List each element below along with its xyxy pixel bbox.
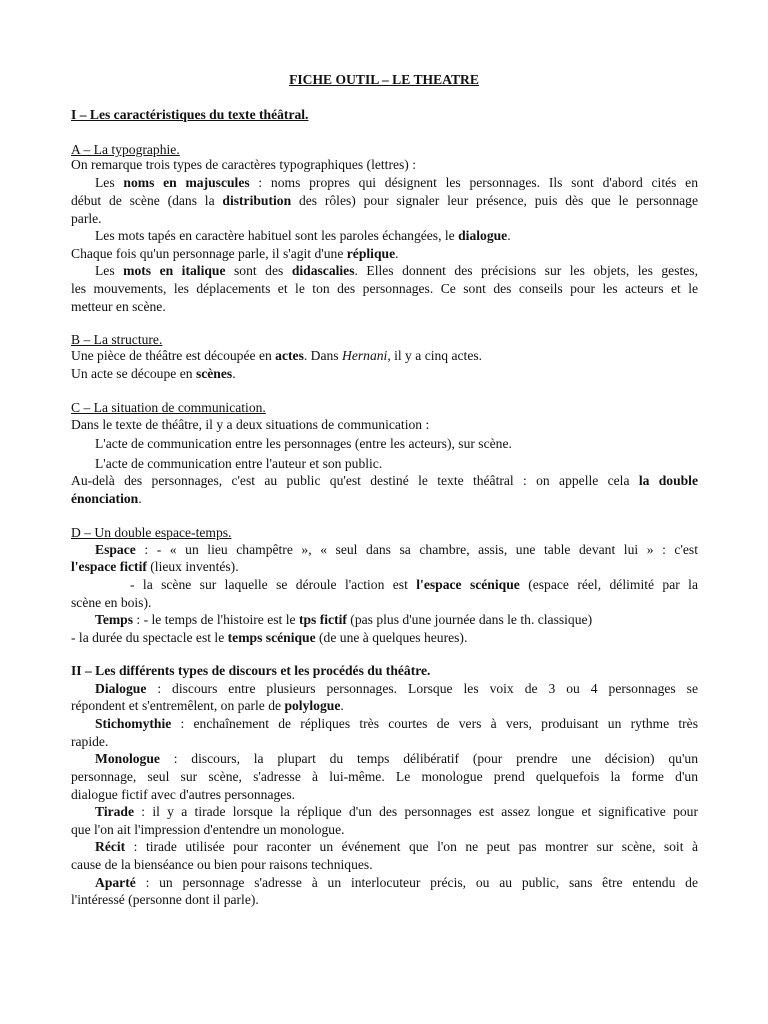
communication-line: Dans le texte de théâtre, il y a deux situations de communication : — [71, 417, 430, 432]
section-b-heading: B – La structure. — [71, 332, 163, 347]
document-title: FICHE OUTIL – LE THEATRE — [289, 72, 479, 87]
typo-line: metteur en scène. — [71, 299, 166, 314]
discours-line: Récit : tirade utilisée pour raconter un événement que l'on ne peut pas montrer sur scène, soit à — [95, 839, 698, 854]
section-a-intro: On remarque trois types de caractères typographiques (lettres) : — [71, 157, 416, 172]
discours-line: l'intéressé (personne dont il parle). — [71, 892, 259, 907]
discours-line: dialogue fictif avec d'autres personnages. — [71, 787, 296, 802]
discours-line: Monologue : discours, la plupart du temps délibératif (pour prendre une décision) qu'un — [95, 751, 698, 766]
communication-line: L'acte de communication entre l'auteur et son public. — [95, 456, 383, 471]
discours-line: répondent et s'entremêlent, on parle de polylogue. — [71, 698, 344, 713]
section-d-heading: D – Un double espace-temps. — [71, 525, 232, 540]
part2-heading: II – Les différents types de discours et les procédés du théâtre. — [71, 663, 431, 678]
typo-line: début de scène (dans la distribution des rôles) pour signaler leur présence, puis dès que le personnage — [71, 193, 699, 208]
typo-line: parle. — [71, 211, 102, 226]
typo-line: Les noms en majuscules : noms propres qui désignent les personnages. Ils sont d'abord cités en — [95, 175, 699, 190]
discours-line: Aparté : un personnage s'adresse à un interlocuteur précis, ou au public, sans être entendu de — [95, 875, 698, 890]
discours-line: Stichomythie : enchaînement de répliques très courtes de vers à vers, produisant un rythme très — [95, 716, 698, 731]
espace-temps-line: - la scène sur laquelle se déroule l'action est l'espace scénique (espace réel, délimité par la — [130, 577, 698, 592]
typo-line: Chaque fois qu'un personnage parle, il s'agit d'une réplique. — [71, 246, 399, 261]
discours-line: personnage, seul sur scène, s'adresse à lui-même. Le monologue prend quelquefois la forme d'un — [71, 769, 698, 784]
communication-line: L'acte de communication entre les personnages (entre les acteurs), sur scène. — [95, 436, 512, 451]
communication-line: énonciation. — [71, 491, 142, 506]
typo-line: les mouvements, les déplacements et le ton des personnages. Ce sont des conseils pour les acteurs et le — [71, 281, 698, 296]
espace-temps-line: - la durée du spectacle est le temps scénique (de une à quelques heures). — [71, 630, 468, 645]
section-a-heading: A – La typographie. — [71, 142, 180, 157]
espace-temps-line: Espace : - « un lieu champêtre », « seul dans sa chambre, assis, une table devant lui » : c'est — [95, 542, 698, 557]
typo-line: Les mots tapés en caractère habituel sont les paroles échangées, le dialogue. — [95, 228, 511, 243]
espace-temps-line: Temps : - le temps de l'histoire est le tps fictif (pas plus d'une journée dans le th. classique) — [95, 612, 593, 627]
espace-temps-line: scène en bois). — [71, 595, 152, 610]
part1-heading: I – Les caractéristiques du texte théâtral. — [71, 107, 309, 122]
structure-line: Une pièce de théâtre est découpée en actes. Dans Hernani, il y a cinq actes. — [71, 348, 483, 363]
discours-line: cause de la bienséance ou bien pour raisons techniques. — [71, 857, 373, 872]
discours-line: Dialogue : discours entre plusieurs personnages. Lorsque les voix de 3 ou 4 personnages se — [95, 681, 698, 696]
discours-line: Tirade : il y a tirade lorsque la réplique d'un des personnages est assez longue et significative pour — [95, 804, 698, 819]
espace-temps-line: l'espace fictif (lieux inventés). — [71, 559, 239, 574]
structure-line: Un acte se découpe en scènes. — [71, 366, 236, 381]
section-c-heading: C – La situation de communication. — [71, 400, 266, 415]
communication-line: Au-delà des personnages, c'est au public qu'est destiné le texte théâtral : on appelle cela la double — [71, 473, 698, 488]
discours-line: rapide. — [71, 734, 109, 749]
typo-line: Les mots en italique sont des didascalies. Elles donnent des précisions sur les objets, les gestes, — [95, 263, 698, 278]
discours-line: que l'on ait l'impression d'entendre un monologue. — [71, 822, 345, 837]
